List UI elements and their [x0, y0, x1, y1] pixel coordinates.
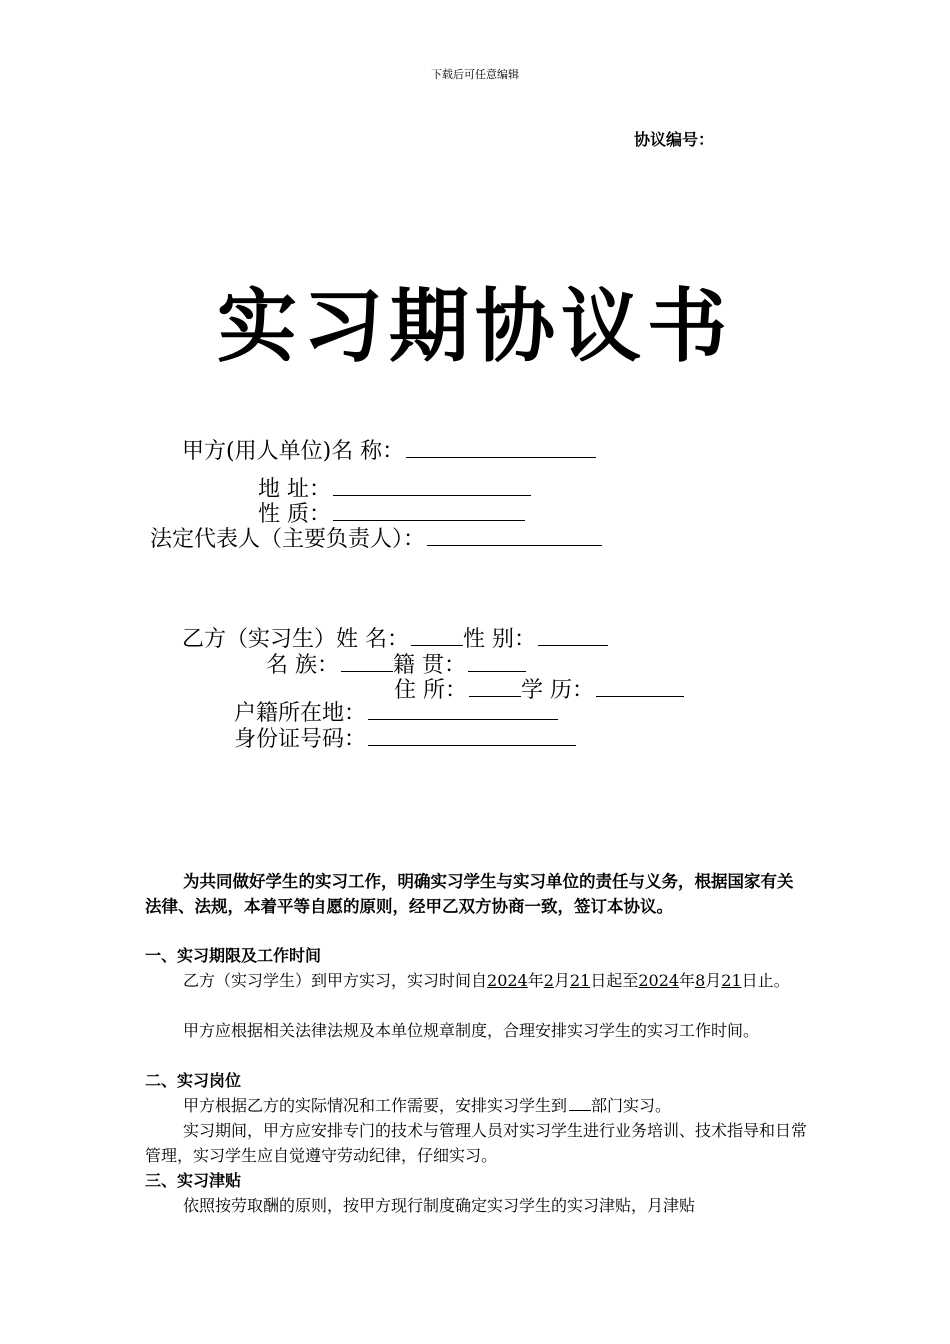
- party-a-address-label: 地 址：: [258, 477, 331, 503]
- month-char: 月: [553, 971, 570, 990]
- party-a-nature-blank[interactable]: [333, 497, 525, 521]
- party-a-nature-label: 性 质：: [258, 502, 331, 528]
- month-char-2: 月: [705, 971, 722, 990]
- party-b-hukou-label: 户籍所在地：: [234, 701, 367, 727]
- party-b-ethnic-label: 名 族：: [266, 653, 339, 679]
- party-a-name-blank[interactable]: [406, 434, 596, 458]
- party-b-residence-blank[interactable]: [469, 673, 521, 697]
- year-char: 年: [527, 971, 544, 990]
- party-a-name-label: 甲方(用人单位)名 称：: [182, 439, 405, 465]
- section-2-heading: 二、实习岗位: [145, 1071, 242, 1090]
- header-note: 下载后可任意编辑: [431, 68, 519, 81]
- party-b-native-label: 籍 贯：: [393, 653, 466, 679]
- party-a-address-blank[interactable]: [333, 472, 531, 496]
- section-2-paragraph-1: [145, 1093, 807, 1118]
- s2-p1-text: 甲方根据乙方的实际情况和工作需要，安排实习学生到: [183, 1096, 568, 1115]
- agreement-number-label: 协议编号：: [634, 130, 715, 149]
- party-b-name-label: 乙方（实习生）姓 名：: [182, 627, 409, 653]
- section-1-heading: 一、实习期限及工作时间: [145, 946, 322, 965]
- end-day: 21: [721, 971, 742, 990]
- day-to-text: 日起至: [590, 971, 639, 990]
- party-b-residence-label: 住 所：: [394, 678, 467, 704]
- start-year: 2024: [487, 971, 528, 990]
- party-b-gender-label: 性 别：: [463, 627, 536, 653]
- intro-paragraph: 为共同做好学生的实习工作，明确实习学生与实习单位的责任与义务，根据国家有关法律、法规，本着平等自愿的原则，经甲乙双方协商一致，签订本协议。: [145, 872, 794, 916]
- party-b-native-blank[interactable]: [468, 648, 526, 672]
- party-a-rep-blank[interactable]: [427, 522, 602, 546]
- section-3-heading: 三、实习津贴: [145, 1171, 242, 1190]
- end-year: 2024: [638, 971, 680, 990]
- party-b-education-blank[interactable]: [596, 673, 684, 697]
- party-a-name-row: [182, 434, 596, 465]
- party-b-ethnic-blank[interactable]: [341, 648, 393, 672]
- s2-p1-suffix: 部门实习。: [591, 1096, 672, 1115]
- section-2-paragraph-2: 实习期间，甲方应安排专门的技术与管理人员对实习学生进行业务培训、技术指导和日常管理，实习学生应自觉遵守劳动纪律，仔细实习。: [145, 1121, 808, 1165]
- s1-p1-text: 乙方（实习学生）到甲方实习，实习时间自: [183, 971, 488, 990]
- party-b-id-label: 身份证号码：: [234, 727, 367, 753]
- document-title: 实习期协议书: [217, 279, 733, 373]
- party-b-hukou-blank[interactable]: [368, 696, 558, 720]
- party-a-rep-row: [150, 522, 602, 553]
- start-month: 2: [543, 971, 554, 990]
- party-b-gender-blank[interactable]: [538, 622, 608, 646]
- year-char-2: 年: [679, 971, 696, 990]
- end-suffix: 日止。: [741, 971, 790, 990]
- party-b-education-label: 学 历：: [521, 678, 594, 704]
- party-b-id-row: [234, 722, 576, 753]
- party-b-id-blank[interactable]: [368, 722, 576, 746]
- department-blank[interactable]: [569, 1095, 591, 1111]
- section-3-paragraph-1: 依照按劳取酬的原则，按甲方现行制度确定实习学生的实习津贴，月津贴: [183, 1196, 696, 1215]
- party-b-name-blank[interactable]: [411, 622, 463, 646]
- section-1-paragraph-1: [145, 968, 807, 993]
- start-day: 21: [569, 971, 591, 990]
- section-1-paragraph-2: 甲方应根据相关法律法规及本单位规章制度，合理安排实习学生的实习工作时间。: [183, 1021, 760, 1040]
- end-month: 8: [695, 971, 706, 990]
- party-a-rep-label: 法定代表人（主要负责人）：: [150, 527, 426, 553]
